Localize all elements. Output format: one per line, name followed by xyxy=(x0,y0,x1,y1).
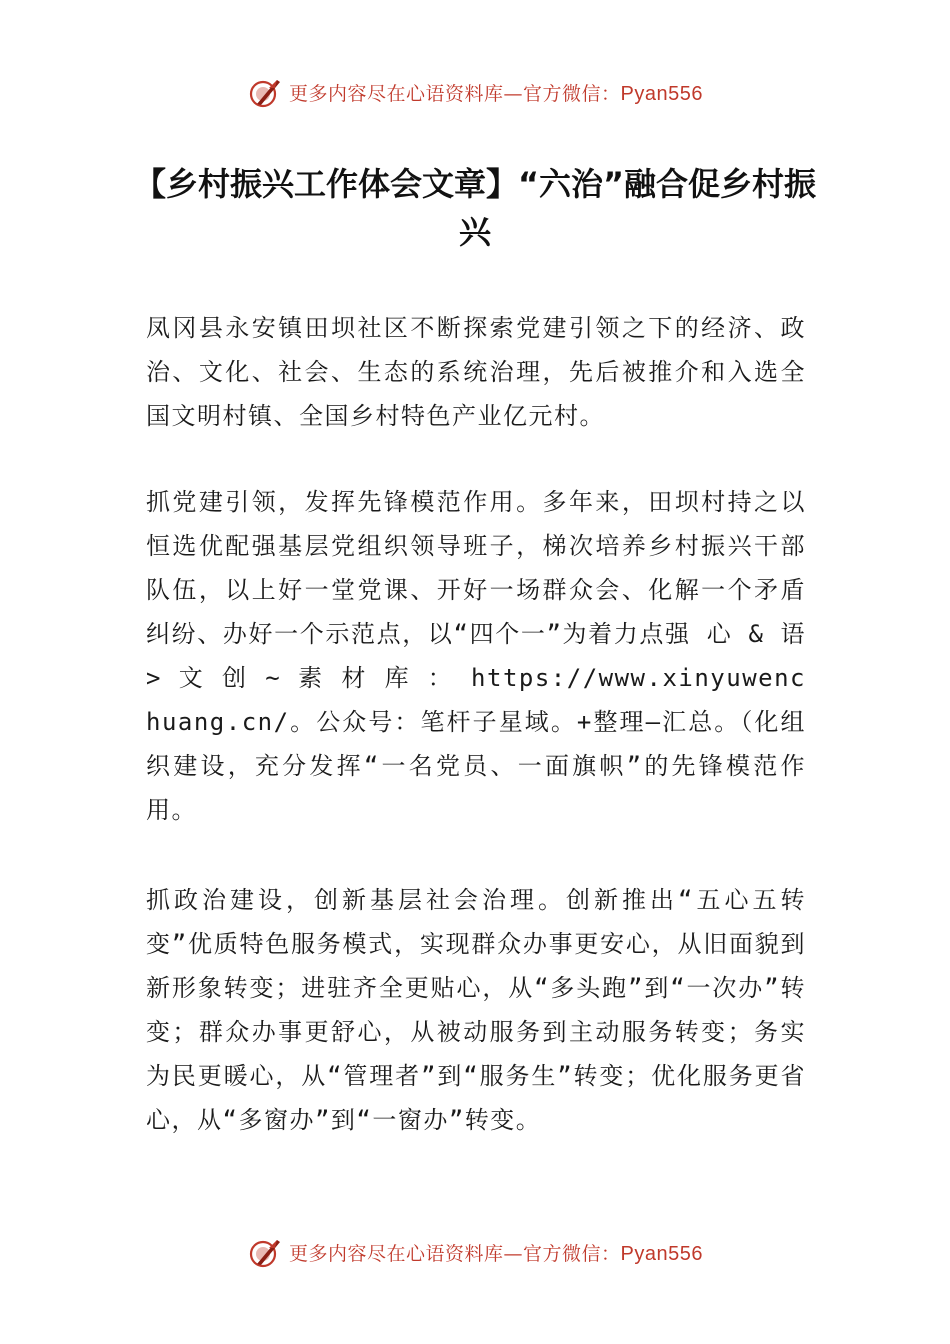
wechat-id: Pyan556 xyxy=(620,1242,703,1265)
quill-logo-icon xyxy=(247,74,283,110)
paragraph-2: 抓党建引领，发挥先锋模范作用。多年来，田坝村持之以恒选优配强基层党组织领导班子，梯次培养乡村振兴干部队伍，以上好一堂党课、开好一场群众会、化解一个矛盾纠纷、办好一个示范点，以“四个一”为着力点强 心 & 语 > 文 创 ~ 素 材 库 ： https://www.xinyuwenchuang.cn/。公众号：笔杆子星域。+整理—汇总。（化组织建设，充分发挥“一名党员、一面旗帜”的先锋模范作用。 xyxy=(146,488,806,824)
paragraph-1: 凤冈县永安镇田坝社区不断探索党建引领之下的经济、政治、文化、社会、生态的系统治理，先后被推介和入选全国文明村镇、全国乡村特色产业亿元村。 xyxy=(146,314,806,430)
footer-banner xyxy=(0,1230,950,1274)
document-title: 【乡村振兴工作体会文章】“六治”融合促乡村振兴 xyxy=(133,165,817,251)
quill-logo-icon xyxy=(247,1234,283,1270)
header-banner xyxy=(0,70,950,114)
footer-banner-text: 更多内容尽在心语资料库—官方微信：Pyan556 xyxy=(289,1242,703,1265)
header-banner-text: 更多内容尽在心语资料库—官方微信：Pyan556 xyxy=(289,82,703,105)
paragraph-3: 抓政治建设，创新基层社会治理。创新推出“五心五转变”优质特色服务模式，实现群众办事更安心，从旧面貌到新形象转变；进驻齐全更贴心，从“多头跑”到“一次办”转变；群众办事更舒心，从被动服务到主动服务转变；务实为民更暖心，从“管理者”到“服务生”转变；优化服务更省心，从“多窗办”到“一窗办”转变。 xyxy=(146,886,806,1134)
wechat-id: Pyan556 xyxy=(620,82,703,105)
